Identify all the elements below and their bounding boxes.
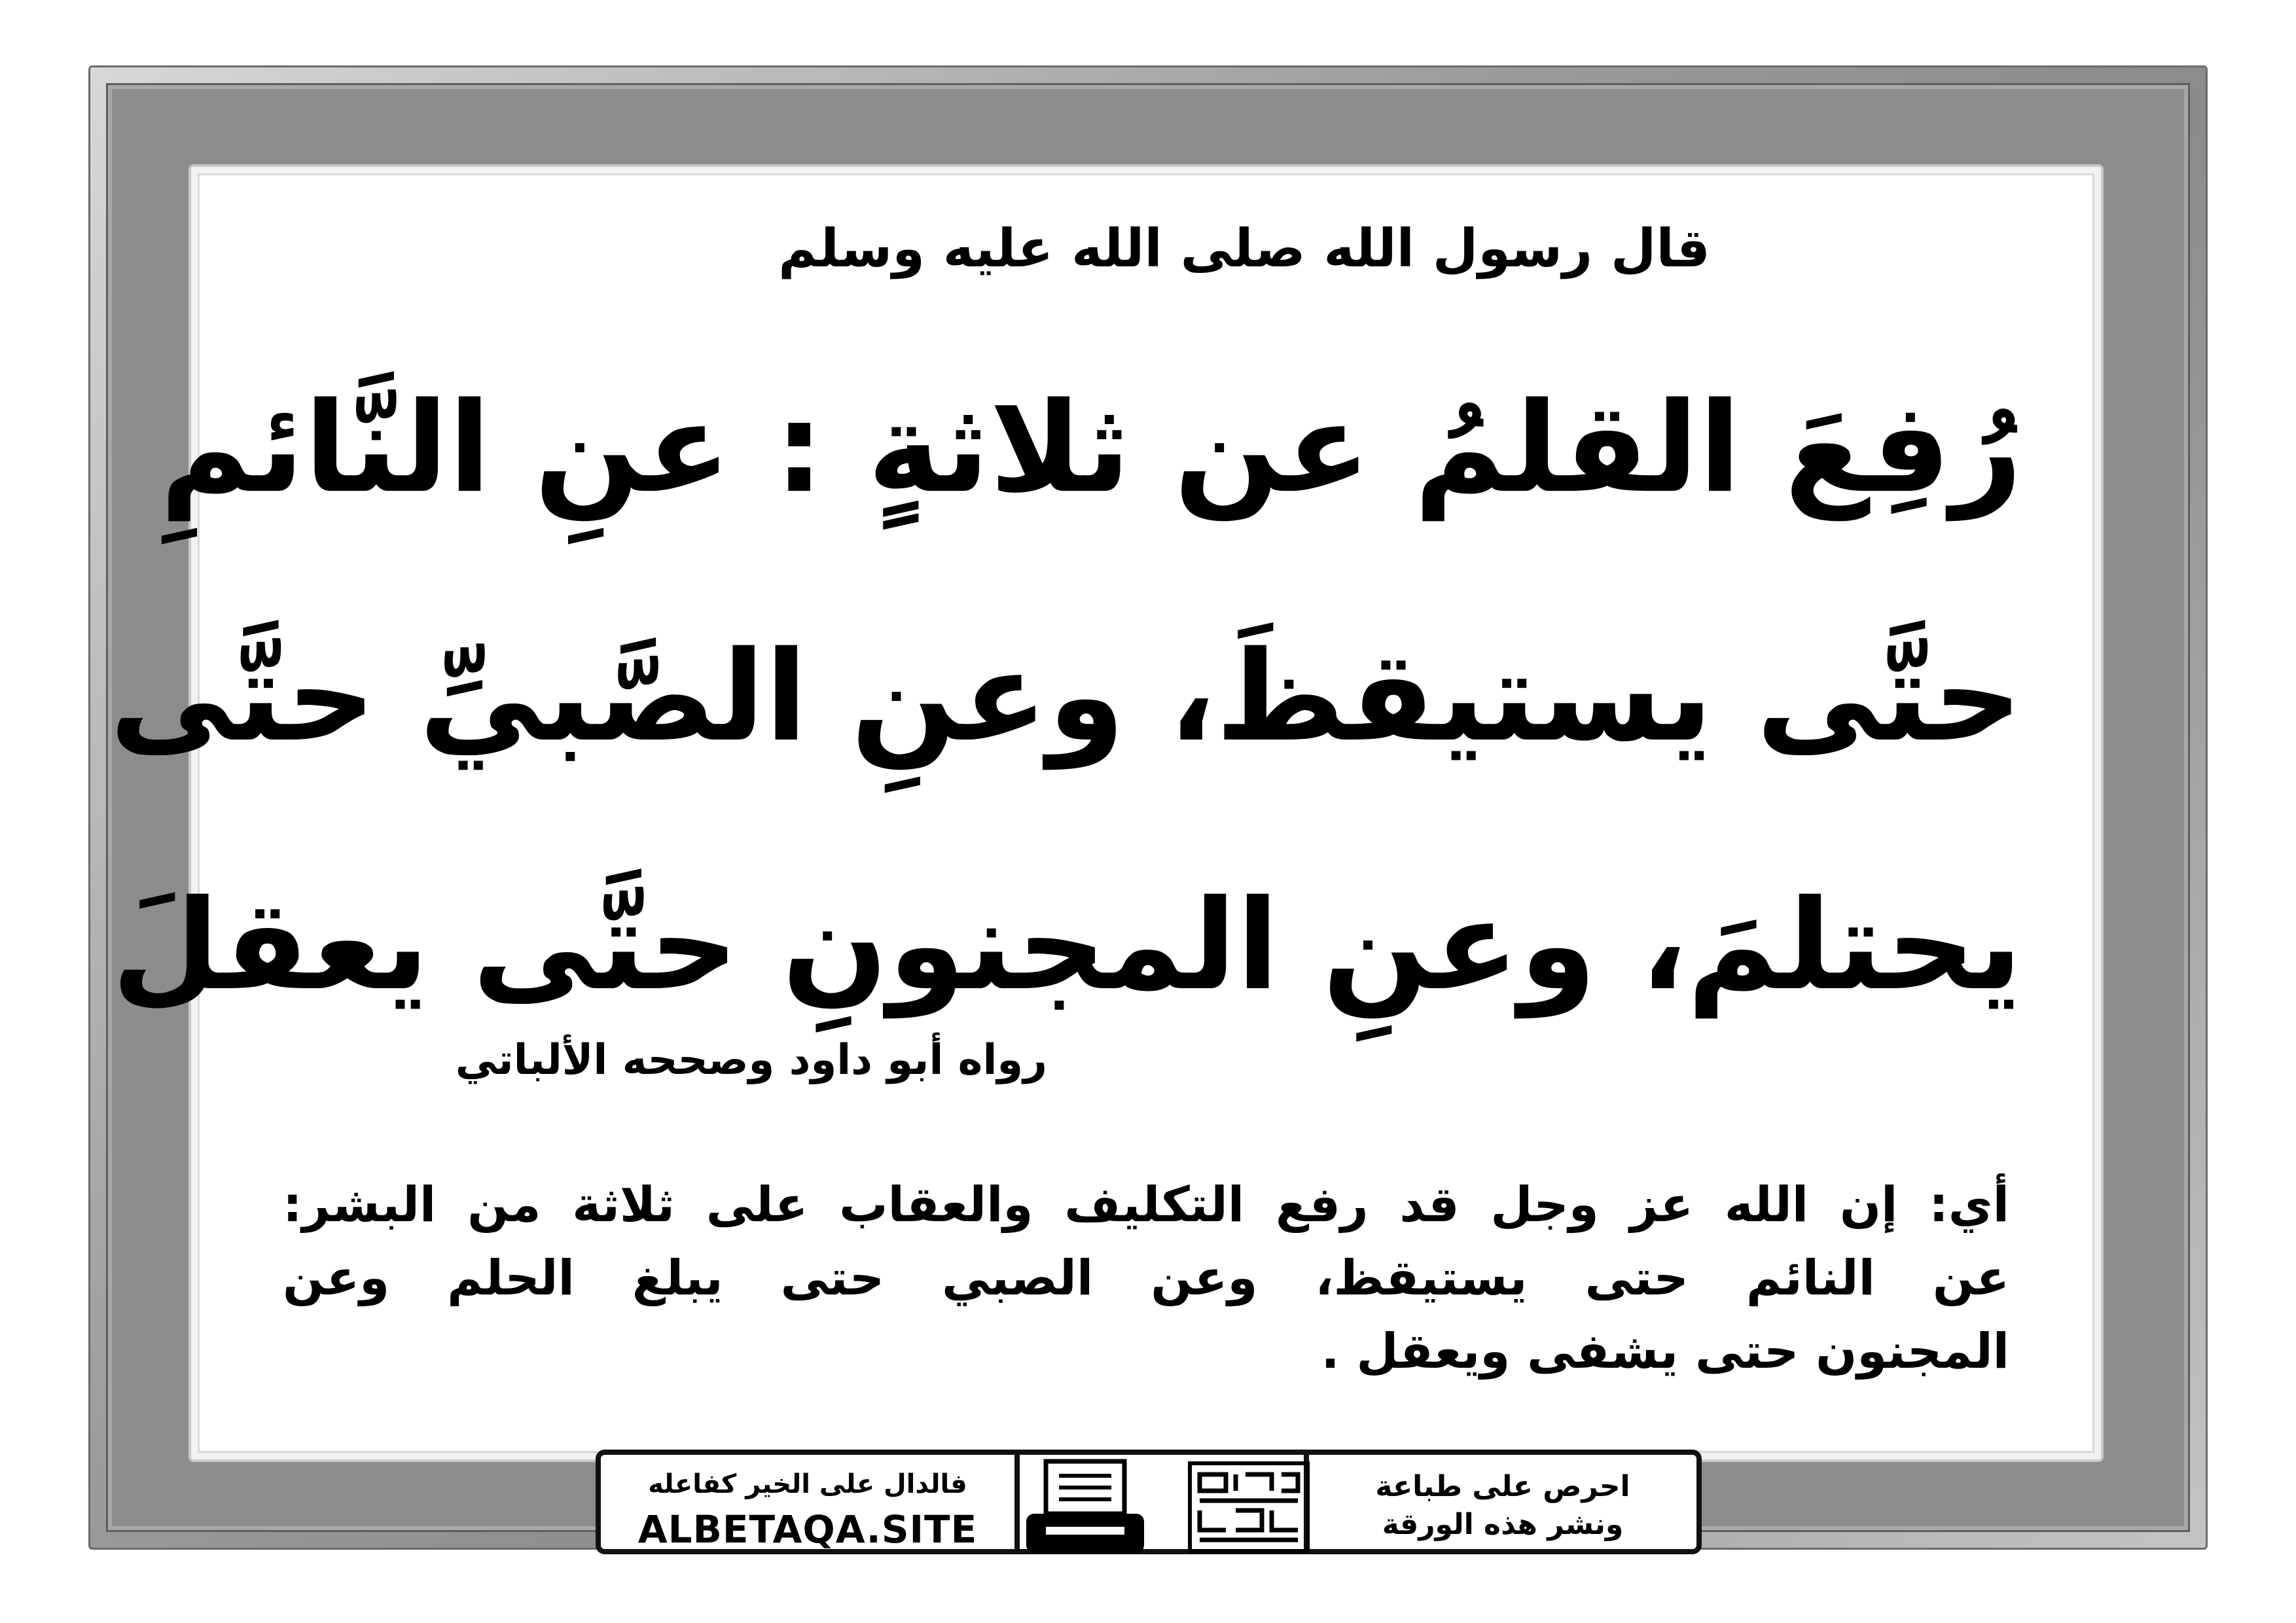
hadith-source: رواه أبو داود وصححه الألباتي <box>455 1036 1047 1084</box>
content-panel <box>109 167 2101 1459</box>
explanation-line: عن النائم حتى يستيقظ، وعن الصبي حتى يبلغ الحلم وعن <box>283 1250 2009 1306</box>
footer-note-line: احرص على طباعة <box>1375 1470 1630 1503</box>
explanation-line: المجنون حتى يشفى ويعقل . <box>1321 1323 2009 1380</box>
site-link[interactable]: ALBETAQA.SITE <box>637 1507 978 1552</box>
header-line: قال رسول الله صلى الله عليه وسلم <box>778 218 1710 279</box>
footer-site-note <box>601 1455 1020 1552</box>
dawatuna-logo-icon <box>1177 1452 1321 1563</box>
footer-note-line: ونشر هذه الورقة <box>1382 1508 1624 1541</box>
footer-print-note <box>1304 1455 1696 1549</box>
hadith-line: رُفِعَ القلمُ عن ثلاثةٍ : عنِ النَّائمِ <box>160 376 2022 520</box>
footer-proverb: فالدال على الخير كفاعله <box>648 1469 967 1499</box>
hadith-line: يحتلمَ، وعنِ المجنونِ حتَّى يعقلَ <box>111 873 2022 1018</box>
explanation-line: أي: إن الله عز وجل قد رفع التكليف والعقاب على ثلاثة من البشر: <box>283 1177 2009 1233</box>
footer-bar <box>596 1450 1702 1554</box>
explanation-text <box>283 1168 2009 1388</box>
hadith-line: حتَّى يستيقظَ، وعنِ الصَّبيِّ حتَّى <box>109 624 2022 769</box>
printer-icon <box>1013 1448 1157 1566</box>
hadith-text <box>109 324 2022 1070</box>
